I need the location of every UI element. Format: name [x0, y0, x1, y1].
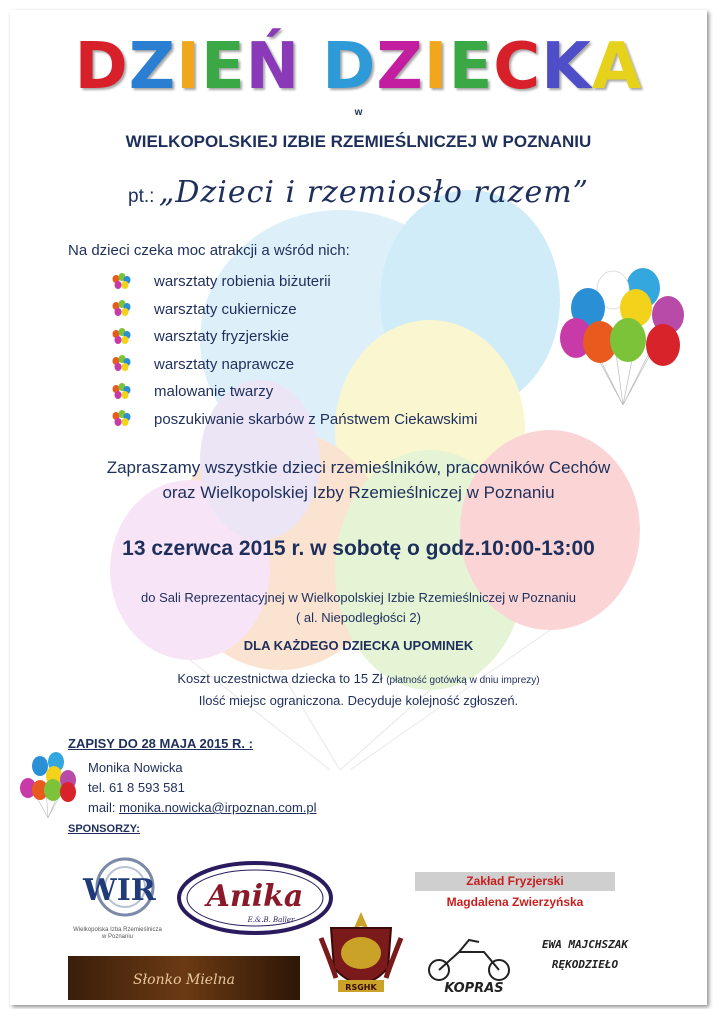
attraction-item — [110, 351, 477, 379]
event-date: 13 czerwca 2015 r. w sobotę o godz.10:00-13:00 — [122, 537, 595, 560]
attraction-label: warsztaty cukiernicze — [154, 300, 297, 318]
balloon-bullet-icon — [110, 382, 132, 402]
ewa-line-2: RĘKODZIEŁO — [551, 958, 619, 971]
wir-logo — [65, 852, 170, 944]
small-balloon-bunch-icon — [18, 750, 78, 820]
event-venue — [10, 588, 707, 628]
title-letter: I — [176, 30, 201, 104]
balloon-bullet-icon — [110, 272, 132, 292]
attraction-label: warsztaty naprawcze — [154, 355, 295, 373]
motto-text: „Dzieci i rzemiosło razem” — [158, 175, 589, 210]
connector-word: w — [354, 107, 363, 118]
anika-logo — [176, 860, 334, 936]
attractions-list — [110, 268, 477, 433]
balloon-bullet-icon — [110, 327, 132, 347]
attraction-item — [110, 378, 477, 406]
title-letter: C — [493, 30, 542, 104]
invitation-line-1: Zapraszamy wszystkie dzieci rzemieślników, pracowników Cechów — [106, 458, 611, 477]
anika-caption: E.&.B. Baller — [247, 916, 295, 924]
title-letter: A — [591, 30, 643, 104]
balloon-bullet-icon — [110, 299, 132, 319]
title-letter: E — [200, 30, 246, 104]
institution-name: WIELKOPOLSKIEJ IZBIE RZEMIEŚLNICZEJ W POZNANIU — [125, 132, 592, 151]
kopras-logo — [414, 930, 524, 996]
contact-details — [88, 758, 317, 818]
title-letter: Ń — [245, 30, 301, 104]
email-link[interactable]: monika.nowicka@irpoznan.com.pl — [119, 800, 317, 815]
ewa-line-1: EWA MAJCHSZAK — [541, 938, 629, 951]
title-letter: D — [74, 30, 129, 104]
cost-note: (płatność gotówką w dniu imprezy) — [386, 675, 540, 686]
wood-banner-text: Słonko Mielna — [133, 972, 235, 988]
title-letter: Z — [376, 30, 424, 104]
registration-heading: ZAPISY DO 28 MAJA 2015 R. : — [68, 736, 253, 751]
wir-caption-2: w Poznaniu — [101, 934, 134, 940]
invitation-line-2: oraz Wielkopolskiej Izby Rzemieślniczej w Poznaniu — [162, 483, 555, 502]
balloon-bullet-icon — [110, 354, 132, 374]
gift-note: DLA KAŻDEGO DZIECKA UPOMINEK — [243, 638, 474, 653]
title-letter: Z — [128, 30, 177, 104]
attraction-label: warsztaty fryzjerskie — [154, 328, 290, 346]
seats-limit: Ilość miejsc ograniczona. Decyduje kolejność zgłoszeń. — [198, 693, 519, 708]
wir-caption-1: Wielkopolska Izba Rzemieślnicza — [73, 927, 162, 933]
cost-main: Koszt uczestnictwa dziecka to 15 Zł — [177, 671, 383, 686]
sponsors-heading: SPONSORZY: — [68, 823, 140, 835]
hairdresser-logo — [415, 872, 615, 914]
contact-name: Monika Nowicka — [88, 760, 183, 775]
cost-info — [10, 669, 707, 711]
attraction-label: poszukiwanie skarbów z Państwem Ciekawskimi — [154, 410, 478, 428]
invitation-text — [10, 455, 707, 505]
attraction-item — [110, 406, 477, 434]
attraction-label: malowanie twarzy — [154, 383, 274, 401]
crest-text: RSGHK — [345, 983, 377, 992]
wir-mark-text: WIR — [83, 873, 156, 908]
kopras-name: KOPRAS — [444, 981, 504, 996]
hairdresser-line-2: Magdalena Zwierzyńska — [415, 893, 615, 912]
balloon-bullet-icon — [110, 409, 132, 429]
ewa-majchszak-logo — [520, 935, 650, 975]
attractions-intro: Na dzieci czeka moc atrakcji a wśród nich: — [68, 242, 350, 259]
poster-title — [10, 32, 707, 102]
motto-prefix: pt.: — [128, 186, 155, 207]
venue-line-1: do Sali Reprezentacyjnej w Wielkopolskiej Izbie Rzemieślniczej w Poznaniu — [141, 590, 576, 605]
attraction-item — [110, 296, 477, 324]
contact-phone: tel. 61 8 593 581 — [88, 780, 185, 795]
poster-page — [10, 10, 707, 1005]
event-motto — [10, 175, 707, 210]
balloon-bunch-icon — [558, 260, 688, 410]
venue-line-2: ( al. Niepodległości 2) — [295, 610, 421, 625]
contact-mail-row — [88, 798, 317, 818]
hairdresser-line-1: Zakład Fryzjerski — [415, 872, 615, 891]
attraction-item — [110, 268, 477, 296]
wir-logo-mark — [65, 852, 170, 922]
attraction-item — [110, 323, 477, 351]
guild-crest-logo — [316, 908, 406, 1000]
attraction-label: warsztaty robienia biżuterii — [154, 273, 331, 291]
mail-label: mail: — [88, 800, 120, 815]
title-letter: I — [423, 30, 449, 104]
title-letter: K — [541, 30, 592, 104]
wood-banner-logo — [68, 956, 300, 1000]
cost-line — [10, 669, 707, 691]
title-letter: E — [448, 30, 494, 104]
title-letter: D — [322, 30, 377, 104]
anika-name: Anika — [206, 879, 304, 914]
